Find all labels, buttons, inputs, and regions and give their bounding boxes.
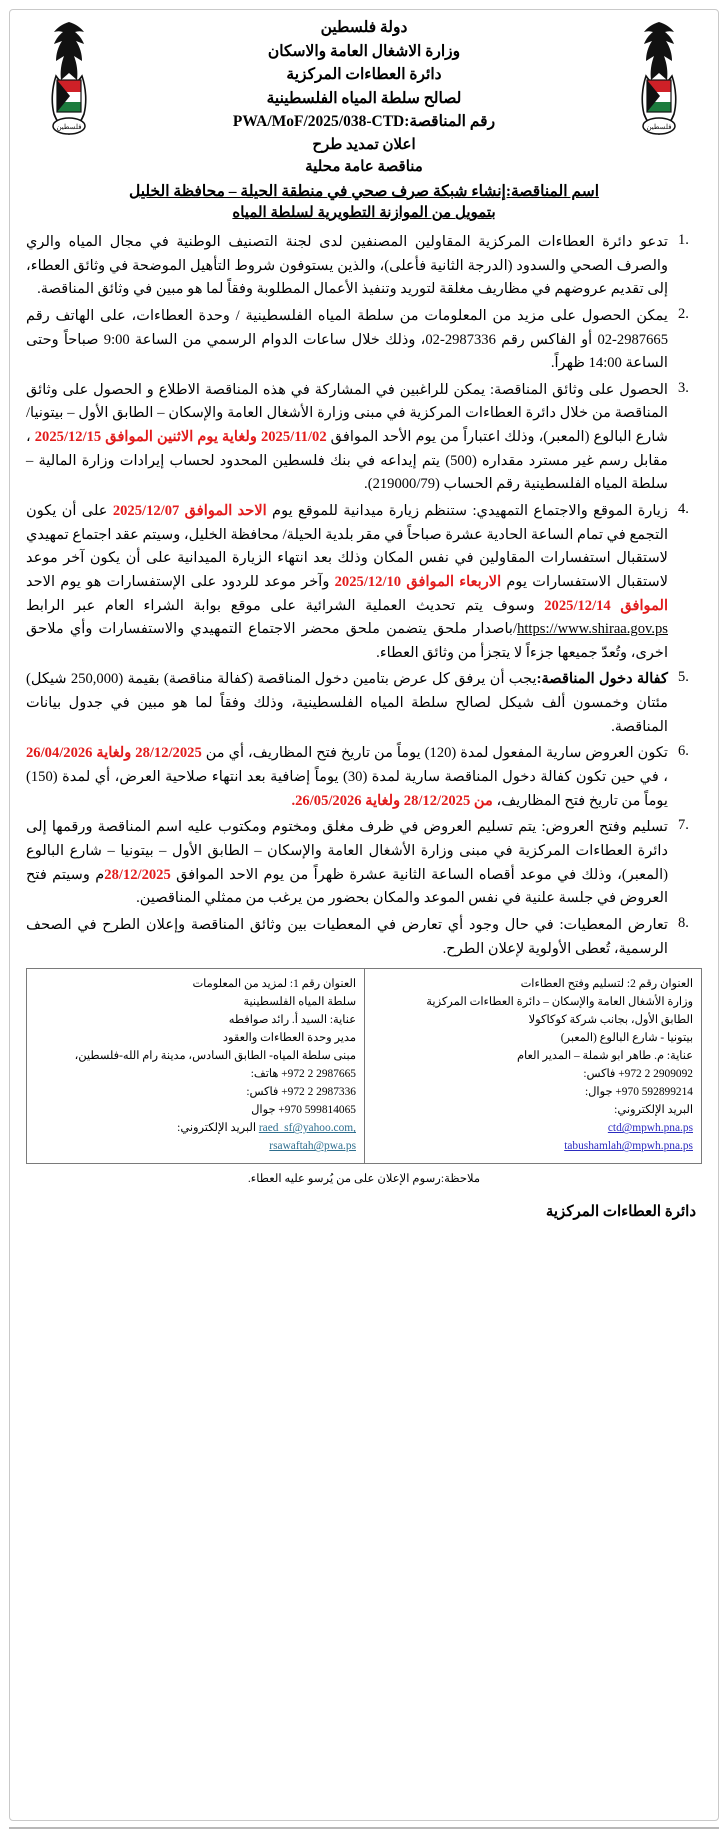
contact2-email-2[interactable]: tabushamlah@mpwh.pna.ps xyxy=(564,1140,693,1153)
clause-item xyxy=(26,379,702,497)
clause-segment: صباحاً وحتى الساعة xyxy=(26,331,668,372)
contact2-fax-label: فاكس: xyxy=(583,1068,616,1081)
clause-number-value: 02-2987665 xyxy=(597,331,668,348)
contact1-email1-row xyxy=(35,1119,356,1137)
advertising-fee-note: ملاحظة:رسوم الإعلان على من يُرسو عليه العطاء. xyxy=(247,1172,481,1186)
clause-segment: ، في حين تكون كفالة دخول المناقصة سارية لمدة (30) يوماً إضافية بعد انتهاء صلاحية العرض، أي لمدة (150) يوماً من تاريخ فتح المظاريف، xyxy=(26,769,668,809)
svg-text:فلسطين: فلسطين xyxy=(56,123,82,131)
clause-segment: تدعو دائرة العطاءات المركزية المقاولين المصنفين لدى لجنة التصنيف الوطنية في مجال المياه والري والصرف الصحي والسدود (الدرجة الثانية فأعلى)، والذين يستوفون شروط التأهيل الموضحة في وثائق العطاء، إلى تقديم عروضهم في مظاريف مغلقة لتوريد وتنفيذ الأعمال المطلوبة وفقاً لما هو مبين في وثائق المناقصة. xyxy=(26,233,668,298)
contact1-mobile-row xyxy=(35,1101,356,1119)
clause-segment: أو الفاكس رقم xyxy=(495,331,598,348)
contact2-fax-row xyxy=(373,1065,693,1083)
contact1-email-1[interactable]: raed_sf@yahoo.com, xyxy=(258,1122,356,1135)
funding-line: بتمويل من الموازنة التطويرية لسلطة المياه xyxy=(232,205,496,222)
contact2-heading: العنوان رقم 2: لتسليم وفتح العطاءات xyxy=(520,978,693,991)
clause-text xyxy=(26,379,668,497)
contact-box-information xyxy=(27,969,364,1163)
clause-segment: ظهراً. xyxy=(550,355,589,372)
ministry-name: وزارة الاشغال العامة والاسكان xyxy=(267,42,461,60)
state-name: دولة فلسطين xyxy=(320,19,408,36)
clause-item xyxy=(26,668,702,739)
clause-number: 5. xyxy=(678,669,689,686)
clause-item xyxy=(26,500,702,665)
clause-number: 4. xyxy=(678,501,689,517)
contact2-email2-row xyxy=(373,1137,693,1155)
clause-item xyxy=(26,914,702,961)
clause-number: 1. xyxy=(678,231,689,248)
department-name: دائرة العطاءات المركزية xyxy=(286,66,442,84)
contact-table xyxy=(26,968,702,1164)
announcement-type: اعلان تمديد طرح xyxy=(312,136,416,153)
signature-line: دائرة العطاءات المركزية xyxy=(545,1203,696,1220)
clause-date-highlight: الاربعاء الموافق xyxy=(401,573,502,590)
document-header xyxy=(26,10,702,225)
contact1-mobile-label: جوال xyxy=(251,1104,276,1117)
clause-number-value: 9:00 xyxy=(103,331,130,348)
clause-date-highlight: ولغاية xyxy=(92,745,136,762)
contact1-email-label: البريد الإلكتروني: xyxy=(177,1122,256,1135)
clause-date-value: 2025/12/14 xyxy=(544,597,611,614)
clause-text xyxy=(26,816,668,911)
clause-segment: م وسيتم فتح العروض في جلسة علنية في نفس الموعد والمكان بحضور من يرغب من ممثلي المناقصين. xyxy=(26,866,668,907)
contact2-mobile-row xyxy=(373,1083,693,1101)
clause-number: 6. xyxy=(678,743,689,760)
contact1-mobile-value: +970 599814065 xyxy=(278,1104,356,1117)
beneficiary-name: لصالح سلطة المياه الفلسطينية xyxy=(266,89,462,107)
contact1-line-1: عناية: السيد أ. رائد صوافطه xyxy=(228,1014,356,1027)
clause-date-value: 28/12/2025 xyxy=(104,866,171,883)
clause-date-value: 2025/12/10 xyxy=(334,573,402,590)
clause-number: 3. xyxy=(678,379,689,396)
clause-date-value: 28/12/2025 xyxy=(135,745,202,762)
contact-box-submission xyxy=(364,969,701,1163)
clause-list xyxy=(26,231,702,961)
contact1-line-3: مبنى سلطة المياه- الطابق السادس، مدينة رام الله-فلسطين، xyxy=(74,1050,356,1063)
contact2-email1-row xyxy=(373,1119,693,1137)
clause-segment: زيارة الموقع والاجتماع التمهيدي: ستنظم زيارة ميدانية للموقع يوم xyxy=(266,503,668,519)
clause-date-highlight: الموافق xyxy=(610,597,669,614)
contact2-mobile-value: +970 592899214 xyxy=(615,1086,693,1099)
clause-segment: تعارض المعطيات: في حال وجود أي تعارض في المعطيات بين وثائق المناقصة وإعلان الطرح في الصحف الرسمية، تُعطى الأولوية لإعلان الطرح. xyxy=(26,916,668,957)
clause-date-range: من 28/12/2025 ولغاية 26/05/2026. xyxy=(291,792,493,809)
clause-segment: على أن يكون التجمع في تمام الساعة الحادية عشرة صباحاً في مقر بلدية الحيلة/ محافظة الخليل، وسيتم عقد اجتماع تمهيدي لاستقبال استفسارات المقاولين في نفس المكان وذلك بعد انتهاء الزيارة الميدانية على أن يكون آخر موعد لاستقبال الاستفسارات يوم xyxy=(26,503,669,590)
contact2-line-1: الطابق الأول، بجانب شركة كوكاكولا xyxy=(528,1014,693,1027)
contact1-line-2: مدير وحدة العطاءات والعقود xyxy=(222,1032,356,1045)
clause-lead-in: كفالة دخول المناقصة: xyxy=(536,671,668,688)
clause-item xyxy=(26,742,702,813)
contact2-line-0: وزارة الأشغال العامة والإسكان – دائرة العطاءات المركزية xyxy=(426,996,693,1009)
clause-text xyxy=(26,742,668,813)
clause-segment: ، وذلك خلال ساعات الدوام الرسمي من الساعة xyxy=(129,331,426,348)
clause-date-highlight: ولغاية يوم الاثنين الموافق xyxy=(101,429,261,446)
bottom-divider xyxy=(9,1827,719,1829)
clause-item xyxy=(26,305,702,376)
contact2-mobile-label: جوال: xyxy=(584,1086,613,1099)
tender-class: مناقصة عامة محلية xyxy=(305,159,423,176)
clause-segment: /باصدار ملحق يتضمن ملحق محضر الاجتماع التمهيدي والاستفسارات وأي ملاحق اخرى، وتُعدّ جميعها جزءاً لا يتجزأ من وثائق العطاء. xyxy=(26,621,668,661)
clause-text xyxy=(26,500,668,665)
contact1-heading: العنوان رقم 1: لمزيد من المعلومات xyxy=(192,978,356,991)
contact1-fax-label: فاكس: xyxy=(246,1086,279,1099)
clause-text xyxy=(26,914,668,961)
procurement-portal-link[interactable]: https://www.shiraa.gov.ps xyxy=(517,621,668,638)
palestine-emblem-left-icon xyxy=(32,16,106,144)
clause-item xyxy=(26,231,702,302)
contact1-line-0: سلطة المياه الفلسطينية xyxy=(243,996,356,1009)
clause-date-value: 2025/12/07 xyxy=(112,503,180,519)
contact1-phone-label: هاتف: xyxy=(250,1068,279,1081)
contact1-fax-row xyxy=(35,1083,356,1101)
contact1-phone-value: +972 2 2987665 xyxy=(281,1068,356,1081)
clause-segment: يمكن الحصول على مزيد من المعلومات من سلطة المياه الفلسطينية / وحدة العطاءات، على الهاتف رقم xyxy=(26,307,668,324)
clause-segment: وسوف يتم تحديث العملية الشرائية على موقع بوابة الشراء العام عبر الرابط xyxy=(26,597,545,614)
contact1-email2-row xyxy=(35,1137,356,1155)
clause-segment: وآخر موعد للردود على الإستفسارات هو يوم الاحد xyxy=(26,573,335,590)
clause-segment: الحصول على وثائق المناقصة: يمكن للراغبين في المشاركة في هذه المناقصة الاطلاع و الحصول على وثائق المناقصة من خلال دائرة العطاءات المركزية في مبنى وزارة الأشغال العامة والإسكان – الطابق الأول – بيتونيا/شارع البالوع (المعبر)، وذلك اعتباراً من يوم الأحد الموافق xyxy=(26,381,669,446)
contact2-line-2: بيتونيا - شارع البالوع (المعبر) xyxy=(560,1032,693,1045)
clause-date-value: 2025/12/15 xyxy=(34,429,102,446)
contact2-fax-value: +972 2 2909092 xyxy=(618,1068,693,1081)
contact1-phone-row xyxy=(35,1065,356,1083)
contact1-fax-value: +972 2 2987336 xyxy=(281,1086,356,1099)
clause-segment: تكون العروض سارية المفعول لمدة (120) يوماً من تاريخ فتح المظاريف، أي من xyxy=(201,745,668,762)
clause-text xyxy=(26,305,668,376)
clause-segment: تسليم وفتح العروض: يتم تسليم العروض في ظرف مغلق ومختوم ومكتوب عليه اسم المناقصة ورقمها إلى دائرة العطاءات المركزية في مبنى وزارة الأشغال العامة والإسكان – الطابق الأول – بيتونيا – شارع البالوع (المعبر)، وذلك في موعد أقصاه الساعة الثانية عشرة ظهراً من يوم الاحد الموافق xyxy=(26,819,669,883)
clause-date-value: 2025/11/02 xyxy=(260,429,327,446)
clause-text xyxy=(26,668,668,739)
clause-number-value: 02-2987336 xyxy=(425,331,496,348)
clause-number: 2. xyxy=(678,305,689,322)
palestine-emblem-right-icon xyxy=(622,16,696,144)
page-title: اسم المناقصة:إنشاء شبكة صرف صحي في منطقة الحيلة – محافظة الخليل xyxy=(128,182,600,200)
clause-number: 8. xyxy=(678,914,689,931)
contact2-email-1[interactable]: ctd@mpwh.pna.ps xyxy=(607,1122,693,1135)
clause-date-value: 26/04/2026 xyxy=(26,745,93,762)
svg-text:فلسطين: فلسطين xyxy=(646,123,672,131)
contact1-email-2[interactable]: rsawaftah@pwa.ps xyxy=(269,1140,356,1153)
clause-number-value: 14:00 xyxy=(588,355,622,372)
clause-segment: يجب أن يرفق كل عرض بتامين دخول المناقصة (كفالة مناقصة) بقيمة (250,000 شيكل) مئتان وخمسون ألف شيكل لصالح سلطة المياه الفلسطينية، وذلك وفقاً لما هو مبين في جدول بيانات المناقصة. xyxy=(26,671,668,735)
clause-item xyxy=(26,816,702,911)
contact2-email-label: البريد الإلكتروني: xyxy=(614,1104,693,1117)
clause-number: 7. xyxy=(678,817,689,834)
tender-number: رقم المناقصة:PWA/MoF/2025/038-CTD xyxy=(232,113,496,131)
clause-segment: ، مقابل رسم غير مسترد مقداره (500) يتم إيداعه في بنك فلسطين المحدود لحساب إيرادات وزارة المالية – سلطة المياه الفلسطينية رقم الحساب (219000/79). xyxy=(26,429,668,493)
clause-text xyxy=(26,231,668,302)
contact2-line-3: عناية: م. طاهر ابو شملة – المدير العام xyxy=(516,1050,693,1063)
clause-date-highlight: الاحد الموافق xyxy=(179,503,267,519)
